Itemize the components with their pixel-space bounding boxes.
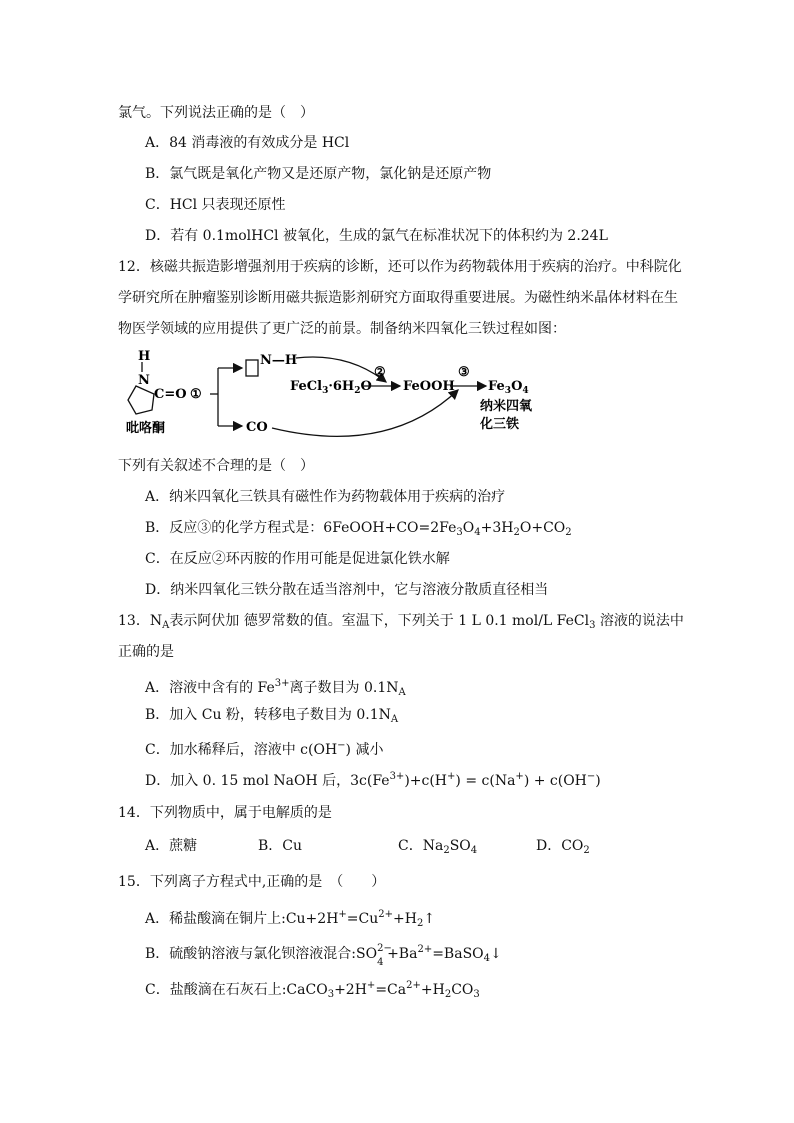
q11-option-d: D．若有 0.1molHCl 被氧化，生成的氯气在标准状况下的体积约为 2.24L (145, 228, 608, 244)
q12-stem-line1: 12．核磁共振造影增强剂用于疾病的诊断，还可以作为药物载体用于疾病的治疗。中科院化 (118, 259, 682, 275)
q13-stem-line1: 13．$N_A$表示阿伏加 德罗常数的值。室温下，下列关于 1 L 0.1 mol/L FeCl$_3$ 溶液的说法中 (118, 613, 684, 631)
q15-stem: 15．下列离子方程式中,正确的是 （ ） (118, 874, 386, 890)
q13-option-a: A．溶液中含有的 $Fe^{3+}$离子数目为 $0.1N_A$ (145, 678, 406, 698)
q12-option-b: B．反应③的化学方程式是：$6FeOOH+CO=2Fe_3O_4+3H_2O+CO_2$ (145, 520, 572, 538)
q11-option-b: B．氯气既是氧化产物又是还原产物，氯化钠是还原产物 (145, 166, 492, 182)
q14-option-d: D．$CO_2$ (536, 838, 590, 856)
q12-option-a: A．纳米四氧化三铁具有磁性作为药物载体用于疾病的治疗 (145, 489, 506, 505)
q14-option-b: B．Cu (258, 838, 303, 854)
q15-option-c: C．盐酸滴在石灰石上$:CaCO_3+2H^+=Ca^{2+}+H_2CO_3$ (145, 980, 480, 1000)
fe3o4-synthesis-diagram (118, 348, 558, 448)
q14-option-a: A．蔗糖 (145, 838, 198, 854)
q13-option-b: B．加入 Cu 粉，转移电子数目为 $0.1N_A$ (145, 707, 399, 725)
q15-option-a: A．稀盐酸滴在铜片上$:Cu+2H^+=Cu^{2+}+H_2↑$ (145, 909, 436, 929)
q12-option-c: C．在反应②环丙胺的作用可能是促进氯化铁水解 (145, 551, 450, 567)
diagram-n-label: N (138, 373, 150, 388)
q12-option-d: D．纳米四氧化三铁分散在适当溶剂中，它与溶液分散质直径相当 (145, 582, 549, 598)
fecl3-hydrate-label: $FeCl_3\cdot 6H_2O$ (290, 379, 372, 396)
step1-label: ① (190, 387, 202, 402)
q14-option-c: C．$Na_2SO_4$ (398, 838, 478, 856)
feooh-label: FeOOH (403, 379, 455, 394)
step2-label: ② (374, 365, 386, 380)
step3-label: ③ (458, 365, 470, 380)
amine-ring (246, 360, 258, 376)
q11-stem: 氯气。下列说法正确的是（ ） (118, 105, 314, 121)
diagram-c-eq-o-label: C=O (154, 387, 187, 402)
nano-fe3o4-label-line1: 纳米四氧 (480, 399, 533, 414)
q11-option-c: C．HCl 只表现还原性 (145, 197, 286, 213)
q15-option-b: B．硫酸钠溶液与氯化钡溶液混合:SO 2− 4 $+Ba^{2+}=BaSO_4↓$ (145, 943, 502, 968)
q14-stem: 14．下列物质中，属于电解质的是 (118, 805, 332, 821)
nano-fe3o4-label-line2: 化三铁 (480, 417, 520, 432)
q13-option-c: C．加水稀释后，溶液中 c(OH−) 减小 (145, 740, 384, 758)
co-to-step3-arrow (272, 390, 458, 436)
pyrrolidone-label: 吡咯酮 (126, 421, 166, 436)
co-label: CO (246, 420, 268, 435)
fe3o4-label: $Fe_3O_4$ (488, 379, 529, 396)
q11-option-a: A．84 消毒液的有效成分是 HCl (145, 135, 350, 151)
q12-ask: 下列有关叙述不合理的是（ ） (118, 458, 314, 474)
q13-option-d: D．加入 0. 15 mol NaOH 后，$3c(Fe^{3+})+c(H^+) = c(Na^+) + c(OH^-)$ (145, 771, 601, 789)
q12-stem-line3: 物医学领域的应用提供了更广泛的前景。制备纳米四氧化三铁过程如图： (118, 321, 566, 337)
amine-nh-label: N—H (260, 353, 298, 368)
q13-stem-line2: 正确的是 (118, 644, 174, 660)
diagram-h-label: H (138, 349, 151, 364)
pyrrolidone-ring (128, 386, 154, 414)
q12-stem-line2: 学研究所在肿瘤鉴别诊断用磁共振造影剂研究方面取得重要进展。为磁性纳米晶体材料在生 (118, 290, 678, 306)
